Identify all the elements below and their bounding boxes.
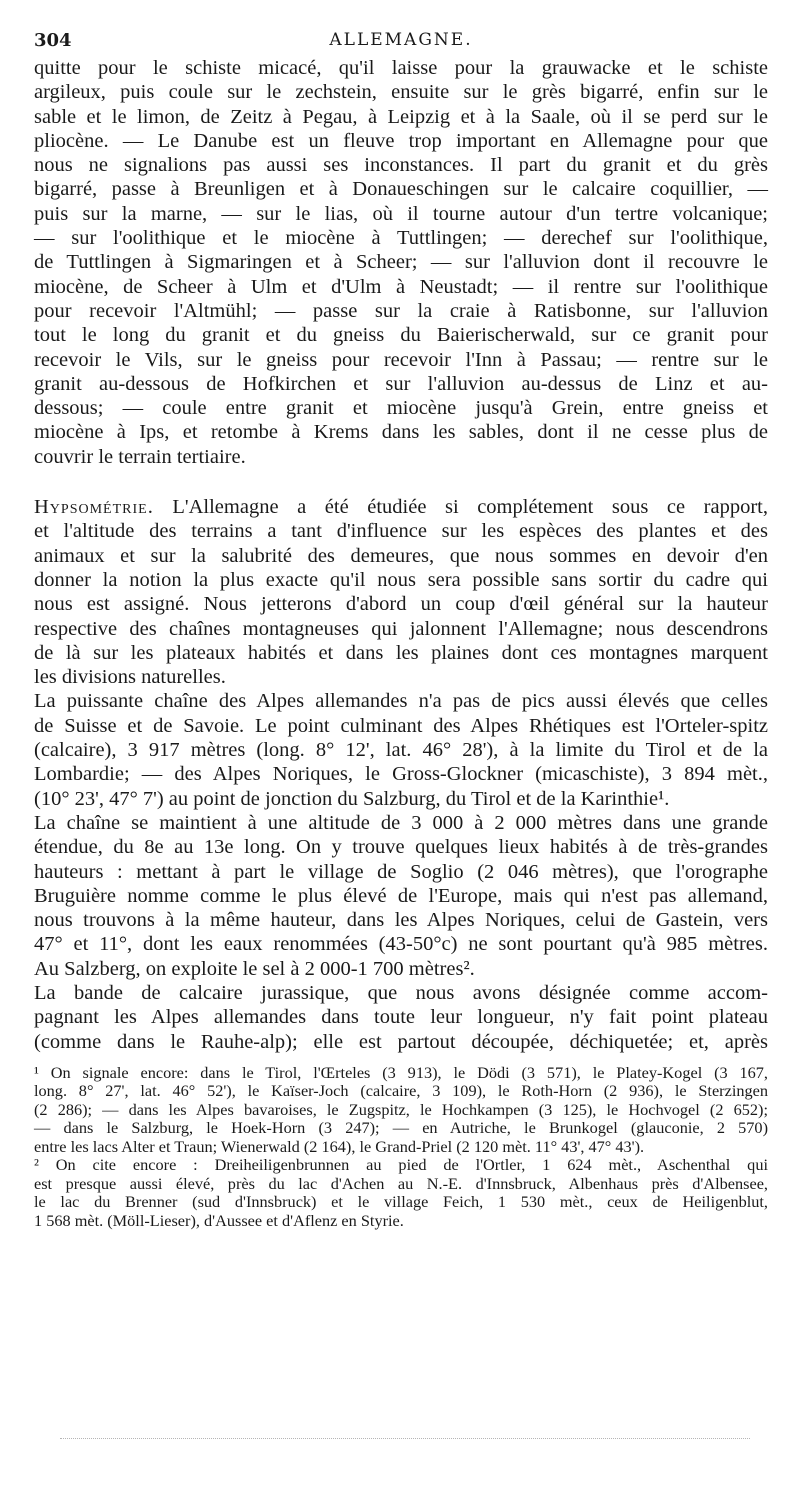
footnote-line: entre les lacs Alter et Traun; Wienerwald (2 164), le Grand-Priel (2 120 mèt. 11° 43', 47° 43'). — [34, 1136, 645, 1156]
text-line: pour recevoir l'Altmühl; — passe sur la craie à Ratisbonne, sur l'alluvion — [34, 299, 768, 322]
text-line: argileux, puis coule sur le zechstein, ensuite sur le grès bigarré, enfin sur le — [34, 81, 768, 104]
text-line: animaux et sur la salubrité des demeures, que nous sommes en devoir d'en — [34, 544, 768, 567]
paragraph-danube — [34, 56, 768, 469]
text-line: 47° et 11°, dont les eaux renommées (43-50°c) ne sont pourtant qu'à 985 mètres. — [34, 933, 768, 956]
text-line: pagnant les Alpes allemandes dans toute leur longueur, n'y fait point plateau — [34, 1006, 768, 1029]
text-line: — sur l'oolithique et le miocène à Tuttlingen; — derechef sur l'oolithique, — [34, 227, 768, 250]
paragraph-bande — [34, 981, 768, 1054]
text-line: granit au-dessous de Hofkirchen et sur l'alluvion au-dessus de Linz et au- — [34, 372, 768, 395]
bottom-dotted-rule — [60, 1438, 750, 1439]
footnote-line: le lac du Brenner (sud d'Innsbruck) et le village Feich, 1 530 mèt., ceux de Heiligenblut, — [34, 1192, 768, 1212]
text-line: (10° 23', 47° 7') au point de jonction du Salzburg, du Tirol et de la Karinthie¹. — [34, 787, 670, 810]
footnote-2 — [34, 1156, 768, 1230]
text-line: La chaîne se maintient à une altitude de 3 000 à 2 000 mètres dans une grande — [34, 811, 768, 834]
text-line: tout le long du granit et du gneiss du Baierischerwald, sur ce granit pour — [34, 324, 768, 347]
text-line: nous est assigné. Nous jetterons d'abord un coup d'œil général sur la hauteur — [34, 593, 768, 616]
paragraph-chaine — [34, 811, 768, 981]
text-line: étendue, du 8e au 13e long. On y trouve quelques lieux habités à de très-grandes — [34, 836, 768, 859]
footnote-line: ¹ On signale encore: dans le Tirol, l'Œrteles (3 913), le Dödi (3 571), le Platey-Kogel (3 167, — [34, 1062, 768, 1082]
main-text — [34, 56, 768, 1054]
text-line: de là sur les plateaux habités et dans les plaines dont ces montagnes marquent — [34, 641, 768, 664]
text-line: couvrir le terrain tertiaire. — [34, 445, 246, 468]
page-number: 304 — [34, 30, 72, 51]
text-line: de Suisse et de Savoie. Le point culminant des Alpes Rhétiques est l'Orteler-spitz — [34, 714, 768, 737]
text-line: et l'altitude des terrains a tant d'influence sur les espèces des plantes et des — [34, 520, 768, 543]
footnote-line: ² On cite encore : Dreiheiligenbrunnen au pied de l'Ortler, 1 624 mèt., Aschenthal qui — [34, 1155, 768, 1175]
text-line: (comme dans le Rauhe-alp); elle est partout découpée, déchiquetée; et, après — [34, 1030, 768, 1053]
footnote-1 — [34, 1064, 768, 1157]
running-title: ALLEMAGNE. — [329, 30, 473, 50]
text-line: respective des chaînes montagneuses qui jalonnent l'Allemagne; nous descendrons — [34, 617, 768, 640]
text-line: miocène, de Scheer à Ulm et d'Ulm à Neustadt; — il rentre sur l'oolithique — [34, 275, 768, 298]
text-line: sable et le limon, de Zeitz à Pegau, à Leipzig et à la Saale, où il se perd sur le — [34, 105, 768, 128]
text-line: hauteurs : mettant à part le village de Soglio (2 046 mètres), que l'orographe — [34, 860, 768, 883]
text-line: nous ne signalions pas aussi ses inconstances. Il part du granit et du grès — [34, 154, 768, 177]
footnote-line: — dans le Salzburg, le Hoek-Horn (3 247); — en Autriche, le Brunkogel (glauconie, 2 570) — [34, 1118, 768, 1138]
footnotes — [34, 1064, 768, 1231]
footnote-line: est presque aussi élevé, près du lac d'Achen au N.-E. d'Innsbruck, Albenhaus près d'Albensee, — [34, 1173, 768, 1193]
section-gap — [34, 469, 768, 495]
section-heading: Hypsométrie. — [34, 496, 154, 519]
text-line: donner la notion la plus exacte qu'il nous sera possible sans sortir du cadre qui — [34, 568, 768, 591]
text-line-rest: L'Allemagne a été étudiée si complétement sous ce rapport, — [153, 496, 768, 519]
text-line: dessous; — coule entre granit et miocène jusqu'à Grein, entre gneiss et — [34, 397, 768, 420]
text-line: (calcaire), 3 917 mètres (long. 8° 12', lat. 46° 28'), à la limite du Tirol et de la — [34, 739, 768, 762]
text-line: miocène à Ips, et retombe à Krems dans les sables, dont il ne cesse plus de — [34, 421, 768, 444]
footnote-line: 1 568 mèt. (Möll-Lieser), d'Aussee et d'Aflenz en Styrie. — [34, 1210, 404, 1230]
text-line: quitte pour le schiste micacé, qu'il laisse pour la grauwacke et le schiste — [34, 57, 768, 79]
text-line: Au Salzberg, on exploite le sel à 2 000-1 700 mètres². — [34, 957, 475, 980]
text-line: Bruguière nomme comme le plus élevé de l'Europe, mais qui n'est pas allemand, — [34, 884, 768, 907]
text-line: puis sur la marne, — sur le lias, où il tourne autour d'un tertre volcanique; — [34, 202, 768, 225]
text-line: pliocène. — Le Danube est un fleuve trop important en Allemagne pour que — [34, 129, 768, 152]
text-line: les divisions naturelles. — [34, 666, 226, 689]
paragraph-hypsometrie — [34, 495, 768, 689]
text-line: La bande de calcaire jurassique, que nous avons désignée comme accom- — [34, 981, 768, 1004]
text-line: recevoir le Vils, sur le gneiss pour recevoir l'Inn à Passau; — rentre sur le — [34, 348, 768, 371]
text-line: La puissante chaîne des Alpes allemandes n'a pas de pics aussi élevés que celles — [34, 690, 768, 713]
text-line — [34, 495, 768, 519]
paragraph-alpes — [34, 689, 768, 810]
text-line: bigarré, passe à Breunligen et à Donaueschingen sur le calcaire coquillier, — — [34, 178, 768, 201]
footnote-line: long. 8° 27', lat. 46° 52'), le Kaïser-Joch (calcaire, 3 109), le Roth-Horn (2 936), le Sterzingen — [34, 1081, 768, 1101]
footnote-line: (2 286); — dans les Alpes bavaroises, le Zugspitz, le Hochkampen (3 125), le Hochvogel (2 652); — [34, 1099, 768, 1119]
text-line: nous trouvons à la même hauteur, dans les Alpes Noriques, celui de Gastein, vers — [34, 909, 768, 932]
book-page — [34, 26, 768, 1230]
text-line: de Tuttlingen à Sigmaringen et à Scheer; — sur l'alluvion dont il recouvre le — [34, 251, 768, 274]
page-header — [34, 26, 768, 56]
text-line: Lombardie; — des Alpes Noriques, le Gross-Glockner (micaschiste), 3 894 mèt., — [34, 763, 768, 786]
